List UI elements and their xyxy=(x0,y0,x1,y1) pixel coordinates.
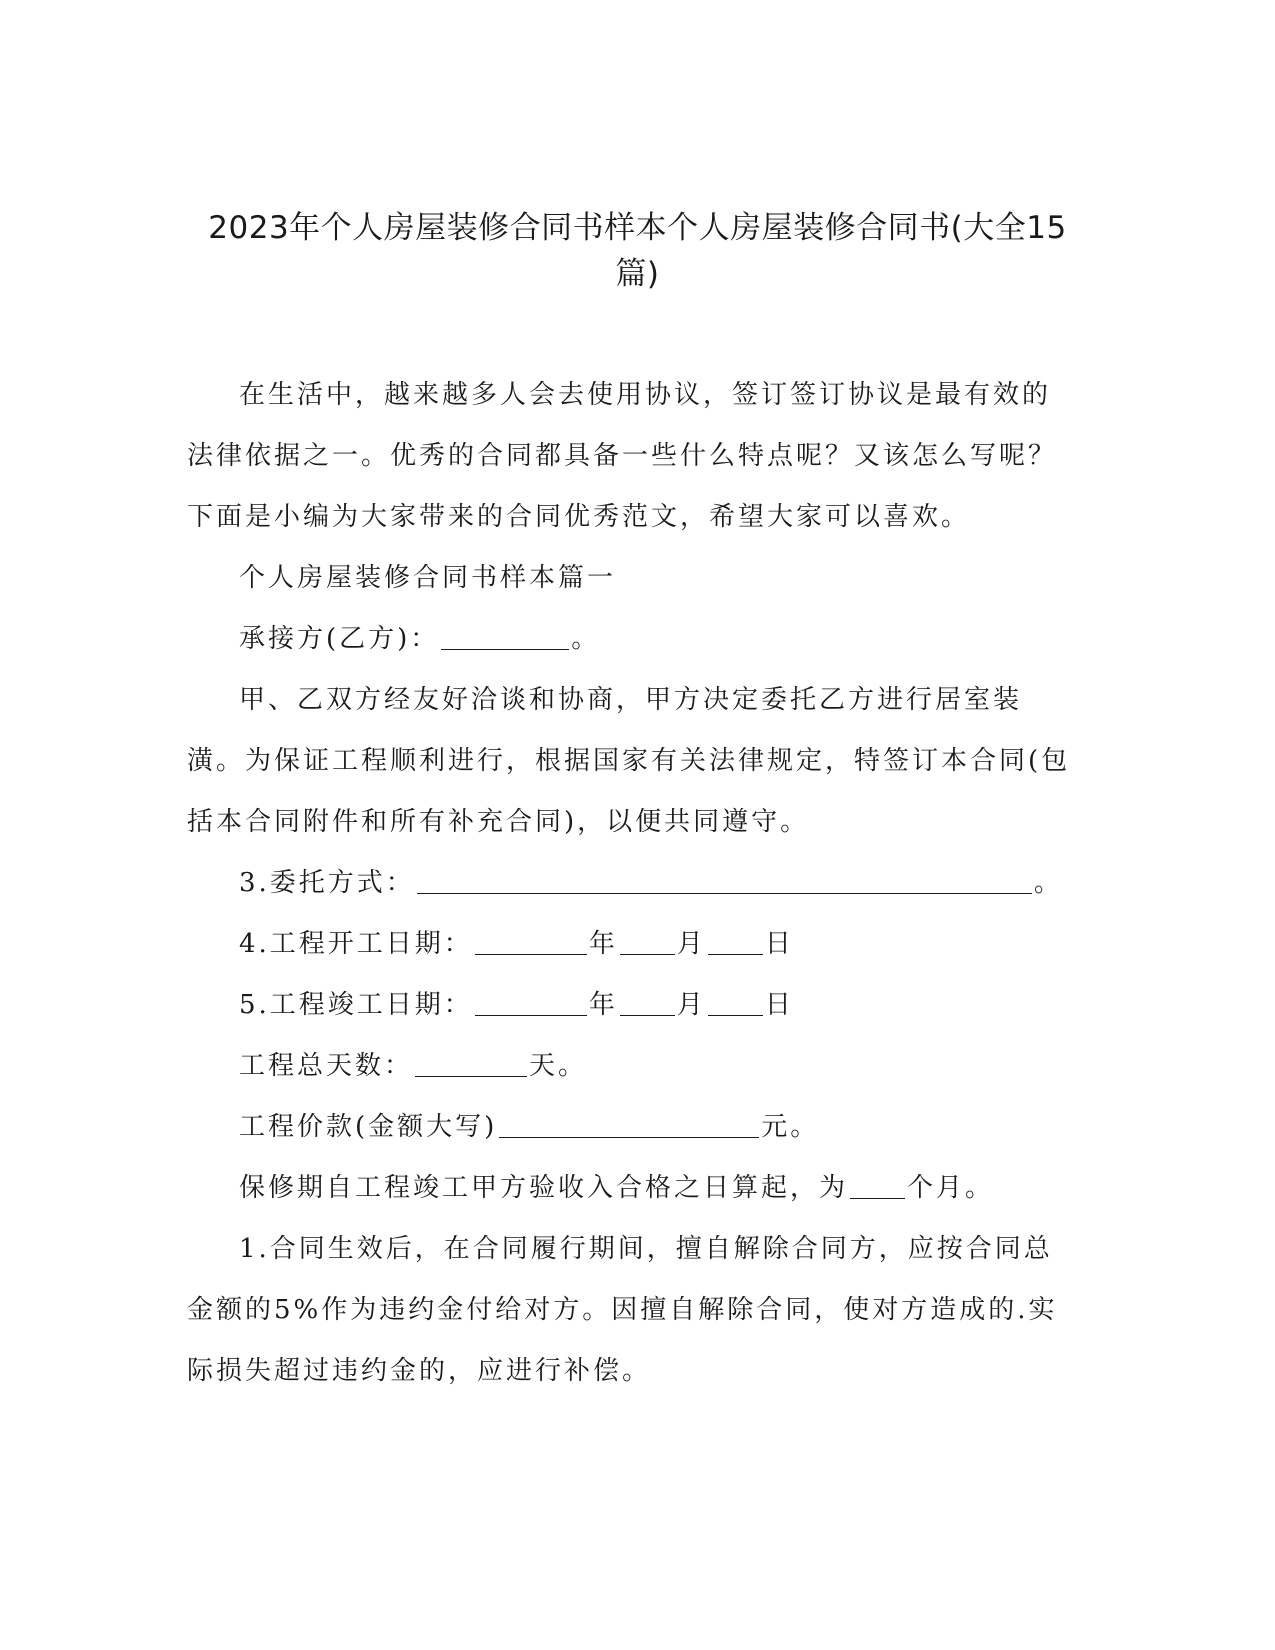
end-day-unit: 日 xyxy=(764,990,794,1020)
title-line-1: 2023年个人房屋装修合同书样本个人房屋装修合同书(大全15 xyxy=(208,210,1067,246)
start-month-unit: 月 xyxy=(676,929,706,959)
end-date-label: 5.工程竣工日期： xyxy=(239,990,473,1020)
end-date-line xyxy=(187,975,1077,1036)
start-month-blank xyxy=(620,928,675,955)
entrust-line xyxy=(187,853,1077,914)
entrust-label: 3.委托方式： xyxy=(239,868,415,898)
total-days-blank xyxy=(415,1050,527,1077)
start-year-blank xyxy=(475,928,587,955)
warranty-text: 保修期自工程竣工甲方验收入合格之日算起，为 xyxy=(239,1173,849,1203)
entrust-end: 。 xyxy=(1033,868,1063,898)
start-date-label: 4.工程开工日期： xyxy=(239,929,473,959)
warranty-blank xyxy=(850,1172,905,1199)
end-year-blank xyxy=(475,989,587,1016)
price-label: 工程价款(金额大写) xyxy=(239,1112,498,1142)
contractor-line xyxy=(187,609,1077,670)
warranty-line xyxy=(187,1158,1077,1219)
title-line-2: 篇) xyxy=(615,256,660,292)
section-heading: 个人房屋装修合同书样本篇一 xyxy=(239,563,617,593)
contractor-blank xyxy=(441,623,569,650)
end-month-blank xyxy=(620,989,675,1016)
contractor-end: 。 xyxy=(571,624,601,654)
price-unit: 元。 xyxy=(761,1112,820,1142)
intro-paragraph: 在生活中，越来越多人会去使用协议，签订签订协议是最有效的法律依据之一。优秀的合同都具备一些什么特点呢？又该怎么写呢？下面是小编为大家带来的合同优秀范文，希望大家可以喜欢。 xyxy=(187,380,1058,532)
clause-1-paragraph: 1.合同生效后，在合同履行期间，擅自解除合同方，应按合同总金额的5%作为违约金付给对方。因擅自解除合同，使对方造成的.实际损失超过违约金的，应进行补偿。 xyxy=(187,1234,1058,1386)
contractor-label: 承接方(乙方)： xyxy=(239,624,440,654)
start-date-line xyxy=(187,914,1077,975)
start-day-blank xyxy=(708,928,763,955)
total-days-line xyxy=(187,1036,1077,1097)
start-year-unit: 年 xyxy=(588,929,618,959)
start-day-unit: 日 xyxy=(764,929,794,959)
agreement-paragraph: 甲、乙双方经友好洽谈和协商，甲方决定委托乙方进行居室装潢。为保证工程顺利进行，根据国家有关法律规定，特签订本合同(包括本合同附件和所有补充合同)，以便共同遵守。 xyxy=(187,685,1071,837)
end-month-unit: 月 xyxy=(676,990,706,1020)
end-day-blank xyxy=(708,989,763,1016)
end-year-unit: 年 xyxy=(588,990,618,1020)
total-days-unit: 天。 xyxy=(529,1051,588,1081)
price-line xyxy=(187,1097,1077,1158)
entrust-blank xyxy=(417,867,1032,894)
document-body xyxy=(187,365,1077,1402)
price-blank xyxy=(499,1111,759,1138)
warranty-unit: 个月。 xyxy=(907,1173,995,1203)
total-days-label: 工程总天数： xyxy=(239,1051,414,1081)
document-title xyxy=(150,205,1125,297)
